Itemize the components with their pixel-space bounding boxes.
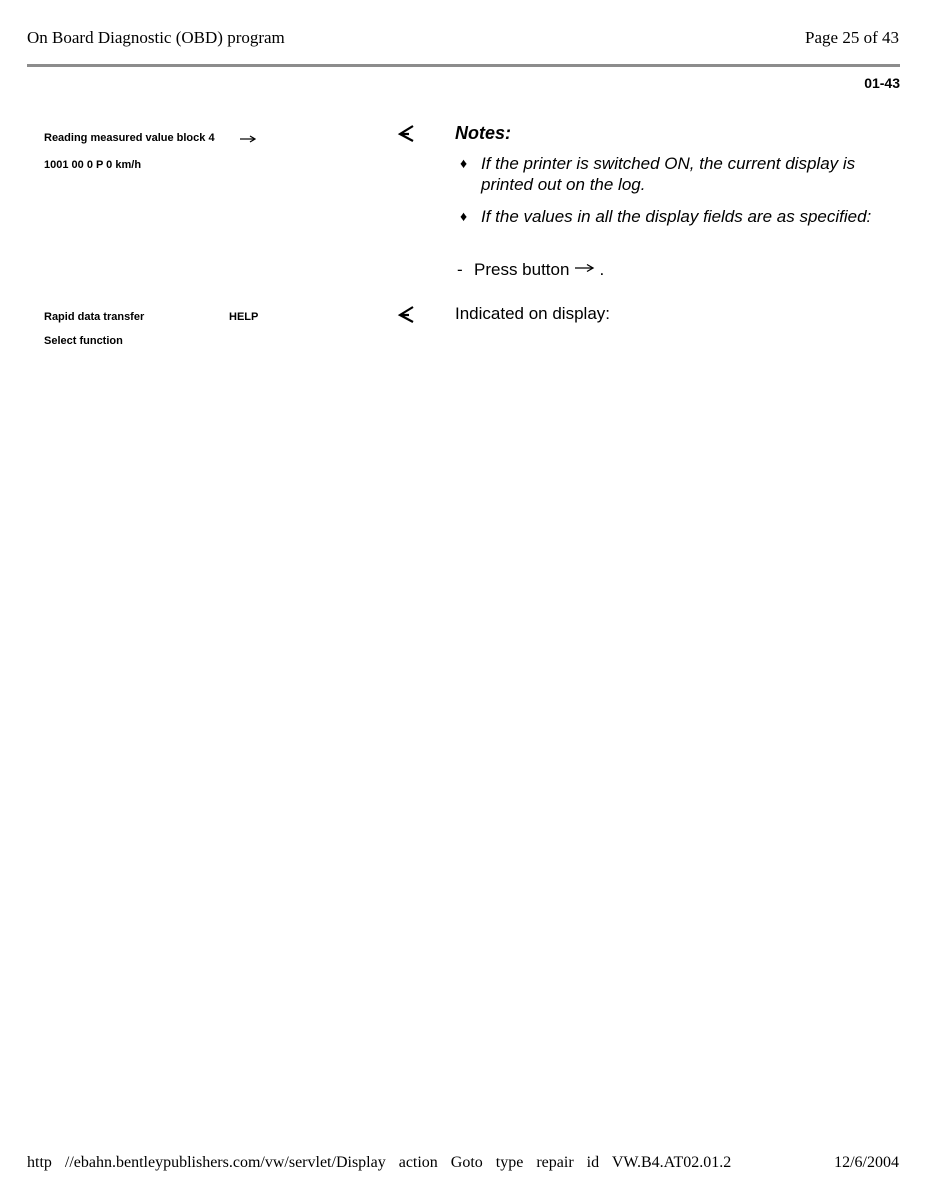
- step-end: .: [599, 260, 605, 279]
- footer-url: http //ebahn.bentleypublishers.com/vw/servlet/Display action Goto type repair id VW.B4.AT02.01.2: [27, 1154, 732, 1171]
- display-line-1: Reading measured value block 4: [44, 132, 215, 144]
- notes-heading: Notes:: [455, 123, 512, 143]
- note-text: If the values in all the display fields are as specified:: [481, 207, 872, 226]
- right-arrow-icon: [575, 263, 595, 273]
- header-divider: [27, 64, 900, 67]
- pointer-marker-icon: [397, 306, 415, 324]
- diamond-bullet-icon: ♦: [460, 155, 468, 171]
- document-title: On Board Diagnostic (OBD) program: [27, 28, 285, 47]
- note-text: If the printer is switched ON, the current display is printed out on the log.: [481, 154, 856, 194]
- pointer-marker-icon: [397, 125, 415, 143]
- page-number: Page 25 of 43: [805, 28, 899, 47]
- note-item: [460, 206, 901, 227]
- step-text: Press button: [474, 260, 570, 279]
- note-item: [460, 153, 901, 195]
- right-arrow-icon: [240, 134, 256, 144]
- section-code: 01-43: [864, 75, 900, 91]
- display-line-1: Rapid data transfer: [44, 311, 145, 323]
- display-line-2: 1001 00 0 P 0 km/h: [44, 159, 142, 171]
- display-help-label: HELP: [229, 311, 259, 323]
- press-button-step: [457, 260, 604, 280]
- footer-date: 12/6/2004: [834, 1154, 899, 1171]
- step-dash: -: [457, 260, 463, 279]
- indicated-on-display: Indicated on display:: [455, 304, 610, 323]
- display-line-2: Select function: [44, 335, 123, 347]
- diamond-bullet-icon: ♦: [460, 208, 468, 224]
